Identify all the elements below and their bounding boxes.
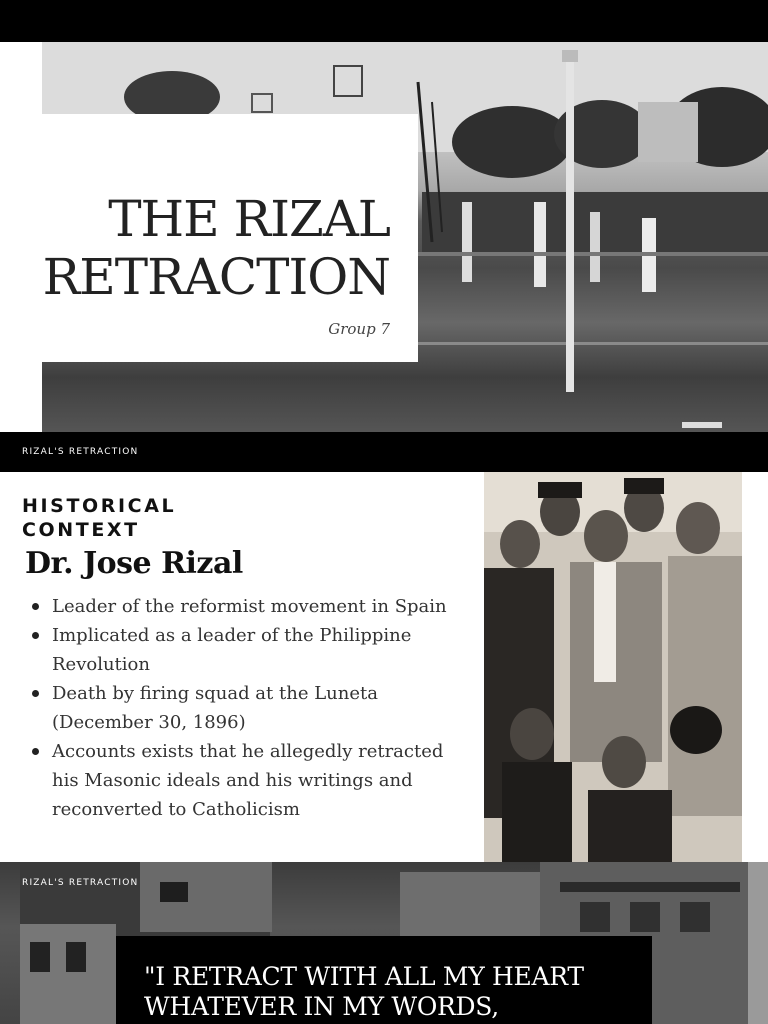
bullet-list: [30, 592, 470, 824]
title-slide: [0, 42, 768, 432]
portrait-illustration: [484, 472, 742, 862]
section-label-bar: [0, 432, 768, 472]
person-name: Dr. Jose Rizal: [25, 546, 243, 581]
section-label: RIZAL'S RETRACTION: [22, 878, 139, 888]
title-line-2: RETRACTION: [42, 248, 390, 306]
group-portrait-photo: [484, 472, 742, 862]
quote-text: [144, 962, 644, 1022]
subtitle: Group 7: [328, 320, 390, 338]
bullet-item: Accounts exists that he allegedly retracted his Masonic ideals and his writings and reconverted to Catholicism: [30, 737, 470, 824]
bullet-item: Death by firing squad at the Luneta (December 30, 1896): [30, 679, 470, 737]
section-heading-line-2: CONTEXT: [22, 519, 140, 541]
section-label: RIZAL'S RETRACTION: [22, 447, 139, 457]
section-heading-line-1: HISTORICAL: [22, 495, 177, 517]
quote-line-2: WHATEVER IN MY WORDS,: [144, 992, 499, 1021]
bullet-item: Leader of the reformist movement in Spain: [30, 592, 470, 621]
historical-context-slide: [0, 472, 768, 862]
section-heading: [22, 494, 282, 542]
top-black-bar: [0, 0, 768, 42]
title-card: [42, 114, 418, 362]
quote-box: [116, 936, 652, 1024]
title-line-1: THE RIZAL: [108, 190, 390, 248]
quote-line-1: "I RETRACT WITH ALL MY HEART: [144, 962, 584, 991]
quote-slide: [0, 862, 768, 1024]
bullet-item: Implicated as a leader of the Philippine Revolution: [30, 621, 470, 679]
